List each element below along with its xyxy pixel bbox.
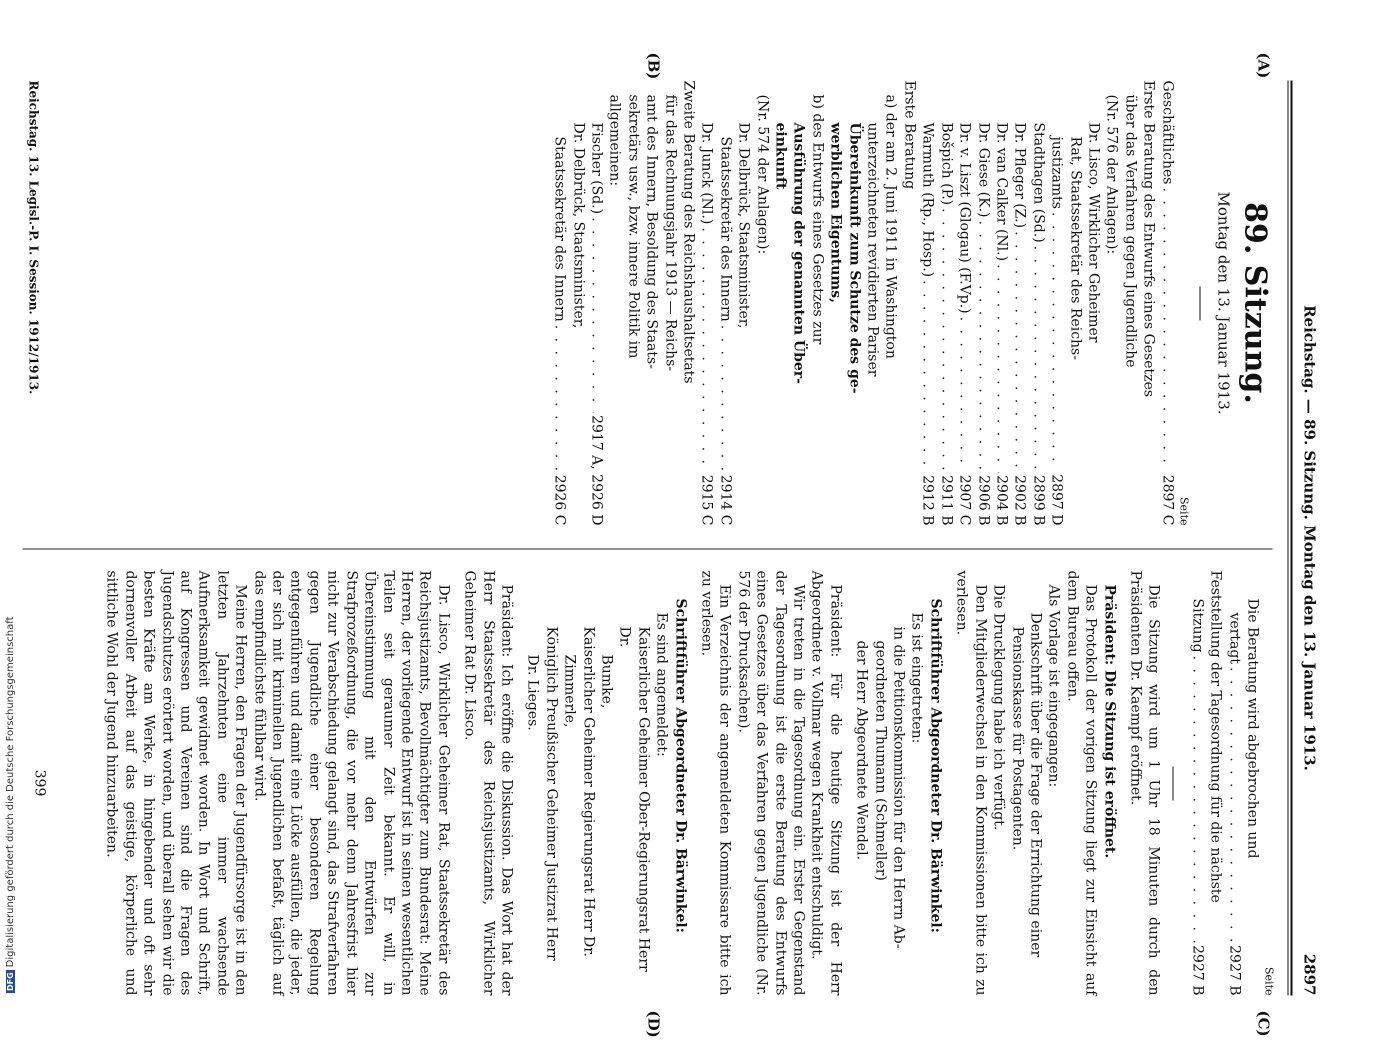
verzeichnis-paragraph: Ein Verzeichnis der angemeldeten Kommissare bitte ich zu verlesen.: [698, 570, 733, 996]
mitglieder-paragraph: Den Mitgliederwechsel in den Kommissionen bitte ich zu verlesen.: [953, 570, 989, 996]
left-column: [550, 81, 1274, 526]
bottom-page-number: 399: [31, 769, 48, 797]
toc-nr574: (Nr. 574 der Anlagen):: [754, 94, 771, 255]
header-rule-thin: [1288, 81, 1289, 996]
toc-speaker-entry: Dr. van Calker (Nl.) . . . 2904 B: [992, 123, 1010, 526]
secretary-heading: Schriftführer Abgeordneter Dr. Bärwinkel:: [927, 598, 944, 933]
column-separator: [23, 549, 1273, 550]
toc-speaker-fischer: Fischer (Sd.) . . . 2917 A, 2926 D: [587, 81, 605, 526]
toc-erste-beratung-2: Erste Beratung: [901, 80, 918, 190]
opening-paragraph: Die Sitzung wird um 1 Uhr 18 Minuten durch den Präsidenten Dr. Kaempf eröffnet.: [1127, 570, 1162, 996]
president-statement: Präsident: Die Sitzung ist eröffnet.: [1101, 584, 1118, 859]
session-title: 89. Sitzung.: [1237, 202, 1273, 404]
title-rule: [1199, 286, 1200, 320]
toc-speaker-junck: Dr. Junck (Nl.) . . . 2915 C: [698, 81, 716, 526]
header-page-number: 2897: [1300, 953, 1319, 996]
toc-speaker-entry: Bošpich (P.) . . . 2911 B: [937, 123, 955, 526]
president-statement-3: Präsident: Ich eröffne die Diskussion. Das Wort hat der Herr Staatssekretär des Reichsjustizamts, Wirklicher Geheimer Rat Dr. Lisco.: [461, 570, 515, 996]
toc-erste-beratung: Erste Beratung des Entwurfs eines Gesetzes über das Verfahren gegen Jugendliche (Nr. 576 der Anlagen):: [1103, 80, 1157, 398]
eingetreten-block: Es ist eingetreten: in die Petitionskommission für den Herrn Ab- geordneten Thumann (Schmeller) der Herr Abgeordnete Wendel.: [853, 612, 925, 949]
right-column: [103, 571, 1275, 996]
header-title: Reichstag. — 89. Sitzung. Montag den 13. Januar 1913.: [1300, 305, 1319, 771]
toc-speakers: [918, 81, 1047, 526]
digitization-credit: Digitalisierung gefördert durch die Deutsche Forschungsgemeinschaft: [5, 616, 16, 968]
digitization-strip: [4, 608, 18, 998]
session-date: Montag den 13. Januar 1913.: [1214, 191, 1233, 415]
lisco-speech: Dr. Lisco, Wirklicher Geheimer Rat, Staatssekretär des Reichsjustizamts, Bevollmächtigter zum Bundesrat: Meine Herren, der vorliegende Entwurf ist in seinen wesentlichen Teilen seit geraumer Zeit bekannt. Er will, in Übereinstimmung mit den Entwürfen zur Strafprozeßordnung, die vor mehr denn Jahresfrist hier nicht zur Verabschiedung gelangt sind, das Strafverfahren gegen Jugendliche einer besonderen Regelung entgegenführen und damit eine Lücke ausfüllen, die jeder, der sich mit kriminellen Jugendlichen befaßt, täglich auf das empfindlichste fühlbar wird.: [251, 570, 452, 996]
tagesordnung-paragraph: Wir treten in die Tagesordnung ein. Erster Gegenstand der Tagesordnung ist die erste Beratung des Entwurfs eines Gesetzes über das Verfahren gegen Jugendliche (Nr. 576 der Drucksachen).: [735, 570, 807, 996]
toc-speaker-delbrueck: Dr. Delbrück, Staatsminister, Staatssekretär des Innern . . . 2914 C: [716, 81, 753, 526]
header-rule: [1291, 81, 1293, 996]
kommissare-block: Es sind angemeldet: Kaiserlicher Geheimer Ober-Regierungsrat Herr Dr. Bumke, Kaiserlicher Geheimer Regierungsrat Herr Dr. Zimmerle, Königlich Preußischer Geheimer Justizrat Herr Dr. Lieges.: [524, 612, 670, 972]
drucklegung-paragraph: Die Drucklegung habe ich verfügt.: [990, 584, 1007, 831]
seite-label-right: Seite: [1262, 967, 1276, 996]
toc-speaker-entry: Dr. Pfleger (Z.) . . . 2902 B: [1010, 123, 1028, 526]
running-header: [1295, 81, 1319, 996]
toc-abgebrochen: Die Beratung wird abgebrochen und vertagt . . . 2927 B: [1225, 571, 1262, 996]
vorlage-block: Als Vorlage ist eingegangen: Denkschrift über die Frage der Errichtung einer Pensionskasse für Postagenten.: [1009, 584, 1062, 958]
margin-letter-d: (D): [644, 1010, 663, 1038]
toc-speaker-entry: Dr. v. Liszt (Glogau) (F.Vp.) . . . 2907 C: [955, 123, 973, 526]
toc-speaker-entry: Warmuth (Rp., Hosp.) . . . 2912 B: [918, 123, 936, 526]
margin-letter-c: (C): [1254, 1010, 1273, 1037]
toc-speaker-delbrueck-2: Dr. Delbrück, Staatsminister, Staatssekretär des Innern . . . 2926 C: [550, 81, 587, 526]
document-page: [0, 51, 1333, 1051]
secretary-heading-2: Schriftführer Abgeordneter Dr. Bärwinkel:: [672, 598, 689, 933]
margin-letter-b: (B): [644, 52, 663, 80]
president-statement-2: Präsident: Für die heutige Sitzung ist der Herr Abgeordnete v. Vollmar wegen Krankheit entschuldigt.: [808, 570, 844, 996]
toc-speaker-entry: Dr. Giese (K.) . . . 2906 B: [974, 123, 992, 526]
seite-label: Seite: [1177, 497, 1191, 526]
lisco-speech-continued: Meine Herren, den Fragen der Jugendfürsorge ist in den letzten Jahrzehnten eine immer wachsende Aufmerksamkeit gewidmet worden. In Wort und Schrift, auf Kongressen und Vereinen sind die Fragen des Jugendschutzes erörtert worden, und überall sehen wir die besten Kräfte am Werke, in hingebender und oft sehr dornenvoller Arbeit auf das geistige, körperliche und sittliche Wohl der Jugend hinzuarbeiten.: [103, 570, 249, 996]
footer-imprint: Reichstag. 13. Legisl.-P. I. Session. 1912/1913.: [26, 80, 41, 395]
toc-item-a: a) der am 2. Juni 1911 in Washington unterzeichneten revidierten Pariser Übereinkunft zum Schutze des ge- werblichen Eigentums,: [827, 94, 899, 394]
margin-letter-a: (A): [1254, 52, 1273, 79]
protocol-paragraph: Das Protokoll der vorigen Sitzung liegt zur Einsicht auf dem Bureau offen.: [1064, 570, 1099, 996]
toc-item-b: b) des Entwurfs eines Gesetzes zur Ausführung der genannten Über- einkunft: [772, 94, 826, 384]
toc-speaker-lisco: Dr. Lisco, Wirklicher Geheimer Rat, Staatssekretär des Reichs- justizamts . . . 2897 D: [1047, 81, 1102, 526]
toc-speaker-entry: Stadthagen (Sd.) . . . 2899 B: [1029, 123, 1047, 526]
toc-zweite-beratung: Zweite Beratung des Reichshaushaltsetats für das Rechnungsjahr 1913 — Reichs- amt des Innern, Besoldung des Staats- sekretärs usw., bzw. innere Politik im allgemeinen:: [606, 80, 697, 384]
dfg-logo: DFG: [6, 972, 15, 991]
toc-entry: Geschäftliches . . . 2897 C: [1158, 81, 1176, 526]
section-rule: [1173, 766, 1174, 800]
toc-feststellung: Feststellung der Tagesordnung für die nächste Sitzung . . . 2927 B: [1188, 571, 1225, 996]
